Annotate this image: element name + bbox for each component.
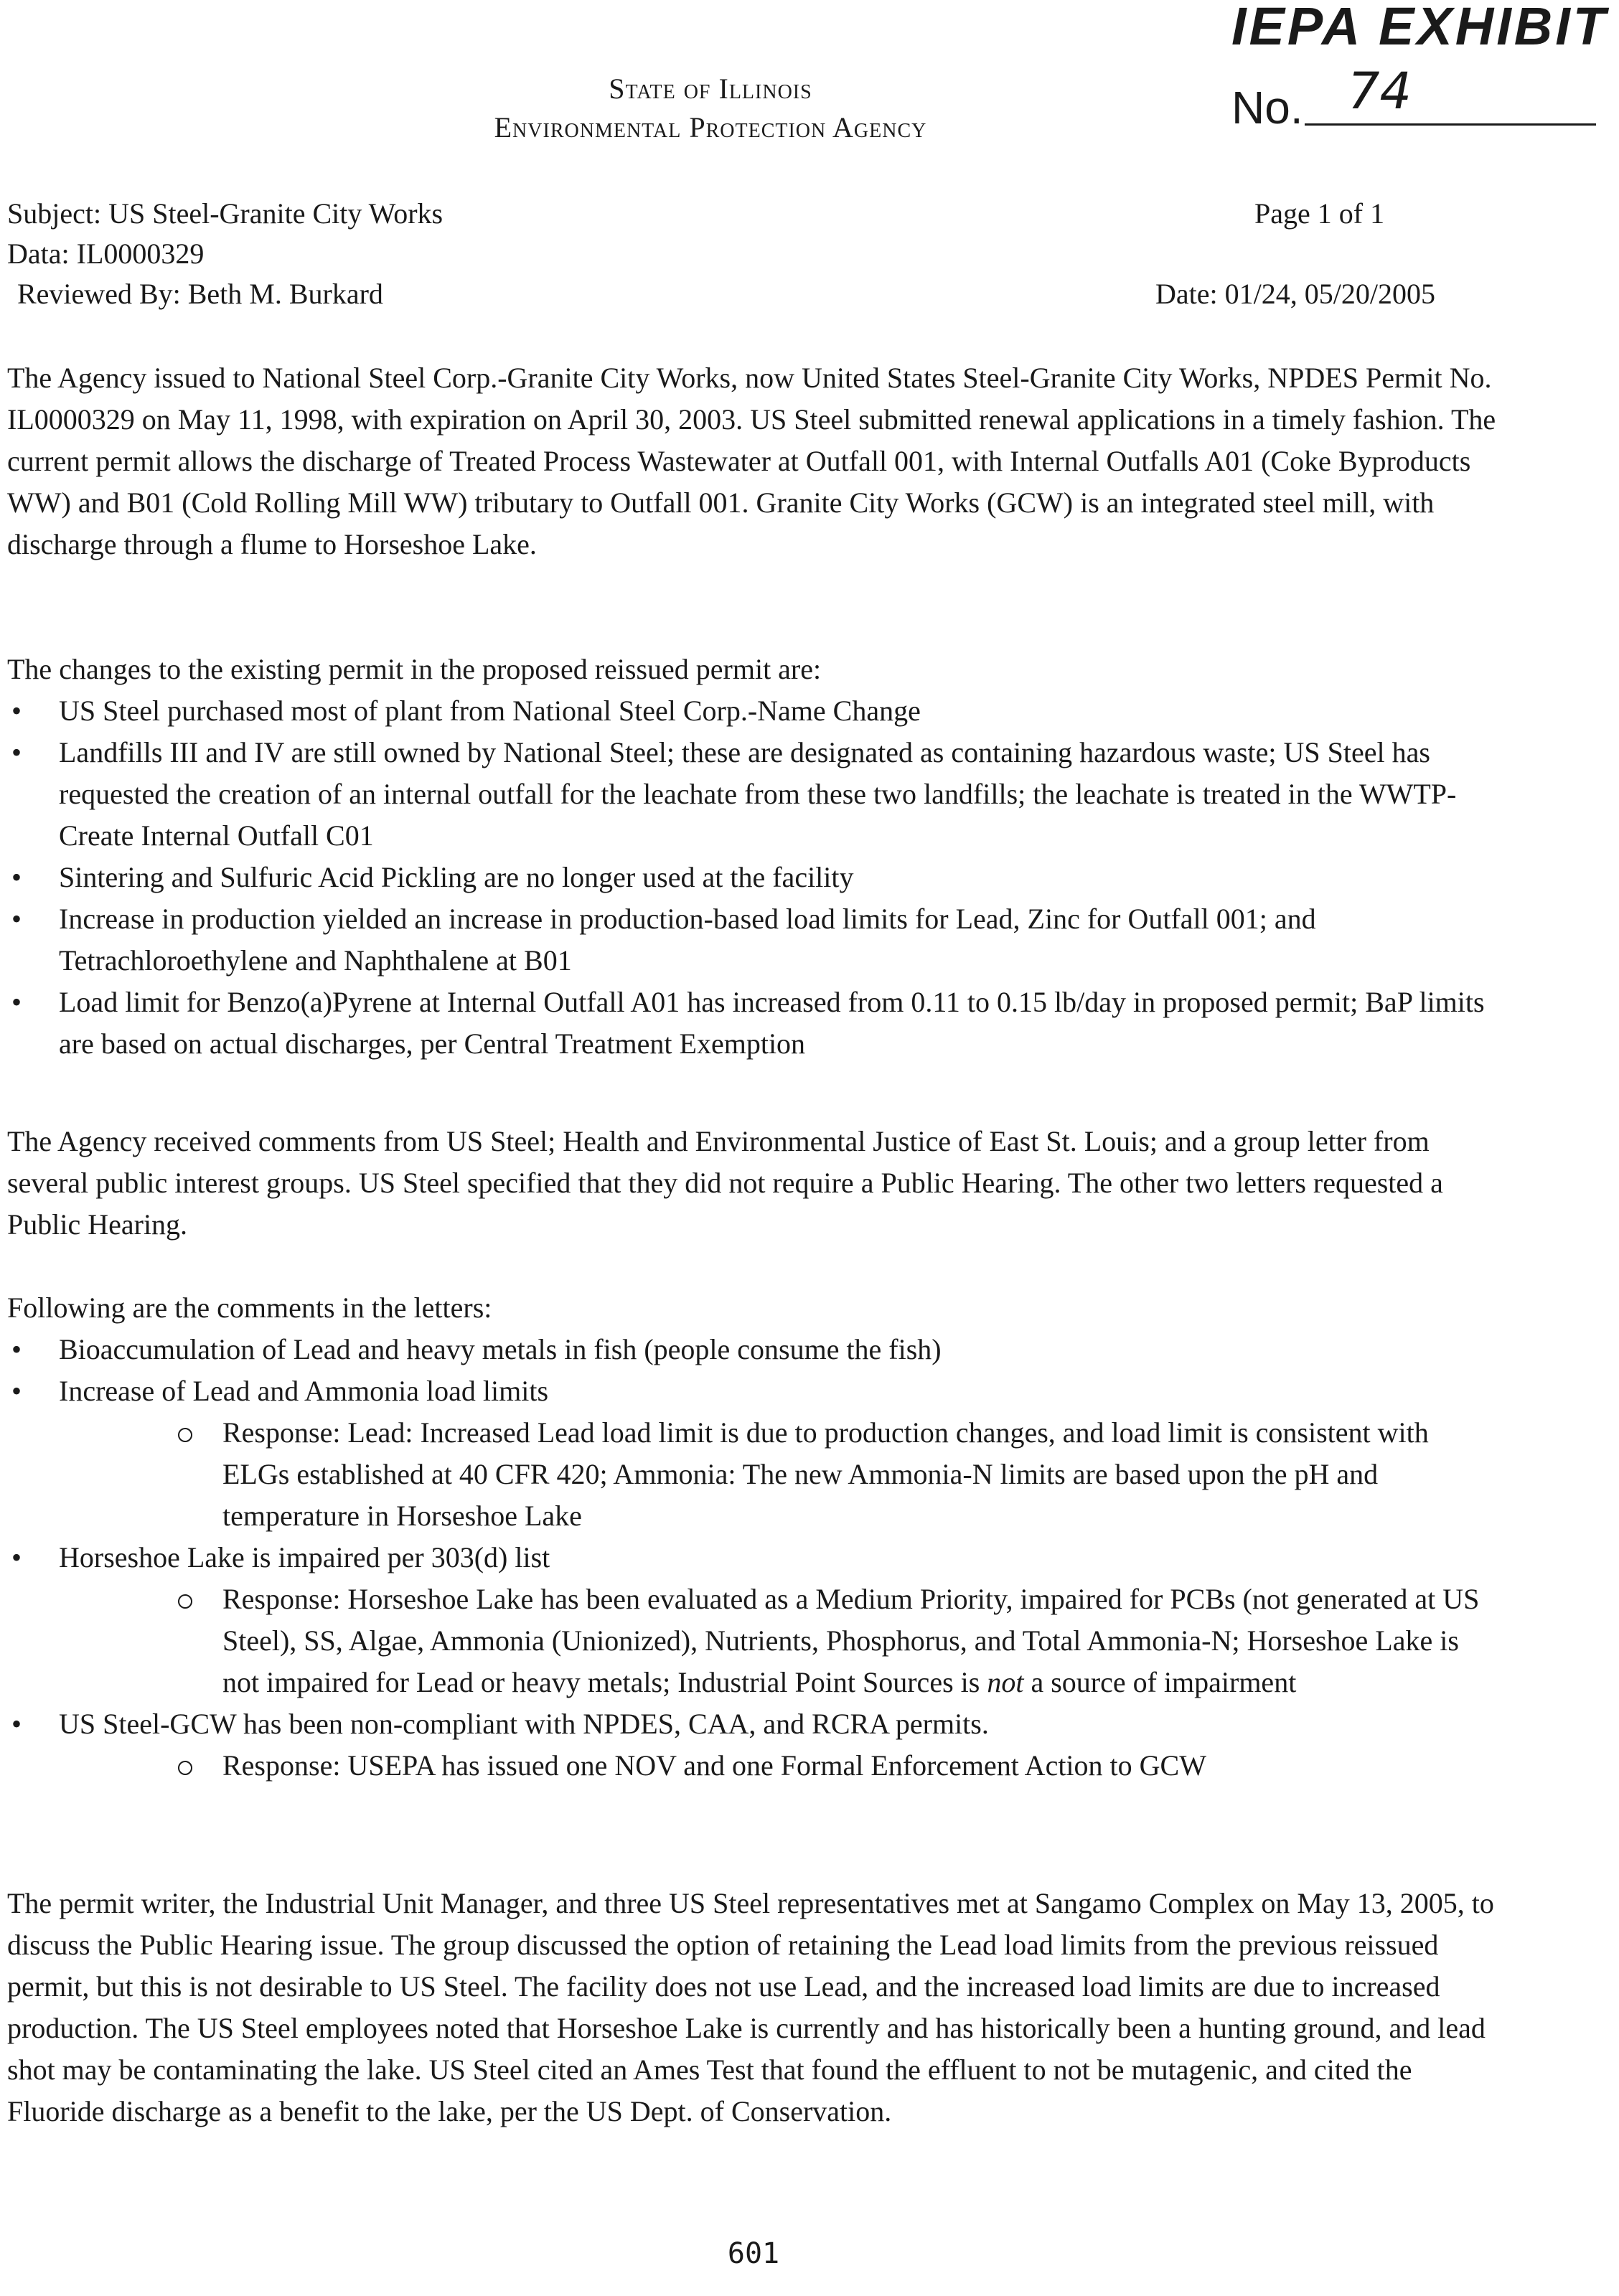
response-item [59,1578,1500,1703]
changes-list [7,690,1500,1065]
response-text: a source of impairment [1031,1666,1297,1698]
reviewed-by-line: Reviewed By: Beth M. Burkard [17,278,383,310]
list-item: • Increase in production yielded an increase in production-based load limits for Lead, Zinc for Outfall 001; and Tetrachloroethylene and Naphthalene at B01 [7,898,1500,982]
document-date: Date: 01/24, 05/20/2005 [1155,278,1435,310]
agency-state: State of Illinois [609,72,812,105]
response-item: Response: Lead: Increased Lead load limit is due to production changes, and load limit is consistent with ELGs established at 40 CFR 420; Ammonia: The new Ammonia-N limits are based upon the pH and temperature in Horseshoe Lake [59,1412,1500,1537]
comment-text: Horseshoe Lake is impaired per 303(d) list [59,1541,550,1573]
list-item: • Load limit for Benzo(a)Pyrene at Internal Outfall A01 has increased from 0.11 to 0.15 lb/day in proposed permit; BaP limits are based on actual discharges, per Central Treatment Exemption [7,982,1500,1065]
response-list [59,1412,1500,1537]
list-item [7,1370,1500,1537]
intro-paragraph: The Agency issued to National Steel Corp.-Granite City Works, now United States Steel-Granite City Works, NPDES Permit No. IL0000329 on May 11, 1998, with expiration on April 30, 2003. US Steel submitted renewal applications in a timely fashion. The current permit allows the discharge of Treated Process Wastewater at Outfall 001, with Internal Outfalls A01 (Coke Byproducts WW) and B01 (Cold Rolling Mill WW) tributary to Outfall 001. Granite City Works (GCW) is an integrated steel mill, with discharge through a flume to Horseshoe Lake. [7,362,1496,560]
page-indicator: Page 1 of 1 [1254,197,1385,230]
response-list [59,1745,1500,1787]
comments-received-paragraph: The Agency received comments from US Steel; Health and Environmental Justice of East St. Louis; and a group letter from several public interest groups. US Steel specified that they did not require a Public Hearing. The other two letters requested a Public Hearing. [7,1125,1443,1241]
list-item: • US Steel purchased most of plant from National Steel Corp.-Name Change [7,690,1500,732]
response-item: Response: USEPA has issued one NOV and one Formal Enforcement Action to GCW [59,1745,1500,1787]
exhibit-number-value: 74 [1348,62,1412,121]
comments-intro: Following are the comments in the letters: [7,1292,492,1324]
list-item [7,1537,1500,1703]
changes-intro: The changes to the existing permit in the proposed reissued permit are: [7,653,822,685]
comment-text: Increase of Lead and Ammonia load limits [59,1375,549,1407]
data-line: Data: IL0000329 [7,237,205,270]
document-meta [7,194,443,314]
agency-name: Environmental Protection Agency [494,111,927,144]
comment-text: US Steel-GCW has been non-compliant with NPDES, CAA, and RCRA permits. [59,1708,989,1740]
list-item: • Bioaccumulation of Lead and heavy metals in fish (people consume the fish) [7,1329,1500,1370]
subject-line: Subject: US Steel-Granite City Works [7,197,444,230]
list-item [7,1703,1500,1787]
comments-list [7,1329,1500,1787]
meeting-paragraph: The permit writer, the Industrial Unit Manager, and three US Steel representatives met at Sangamo Complex on May 13, 2005, to discuss the Public Hearing issue. The group discussed the option of retaining the Lead load limits from the previous reissued permit, but this is not desirable to US Steel. The facility does not use Lead, and the increased load limits are due to increased production. The US Steel employees noted that Horseshoe Lake is currently and has historically been a hunting ground, and lead shot may be contaminating the lake. US Steel cited an Ames Test that found the effluent to not be mutagenic, and cited the Fluoride discharge as a benefit to the lake, per the US Dept. of Conservation. [7,1887,1494,2127]
list-item: • Sintering and Sulfuric Acid Pickling are no longer used at the facility [7,857,1500,898]
response-list [59,1578,1500,1703]
footer-page-number: 601 [727,2237,780,2270]
emphasis-not: not [987,1666,1024,1698]
exhibit-number-label: No. [1231,82,1303,133]
exhibit-stamp: IEPA EXHIBIT [1231,0,1608,56]
response-text: Response: Horseshoe Lake has been evaluated as a Medium Priority, impaired for PCBs (not generated at US Steel), SS, Algae, Ammonia (Unionized), Nutrients, Phosphorus, and Total Ammonia-N; Horseshoe Lake is not impaired for Lead or heavy metals; Industrial Point Sources is [222,1583,1480,1698]
list-item: • Landfills III and IV are still owned by National Steel; these are designated as containing hazardous waste; US Steel has requested the creation of an internal outfall for the leachate from these two landfills; the leachate is treated in the WWTP-Create Internal Outfall C01 [7,732,1500,857]
